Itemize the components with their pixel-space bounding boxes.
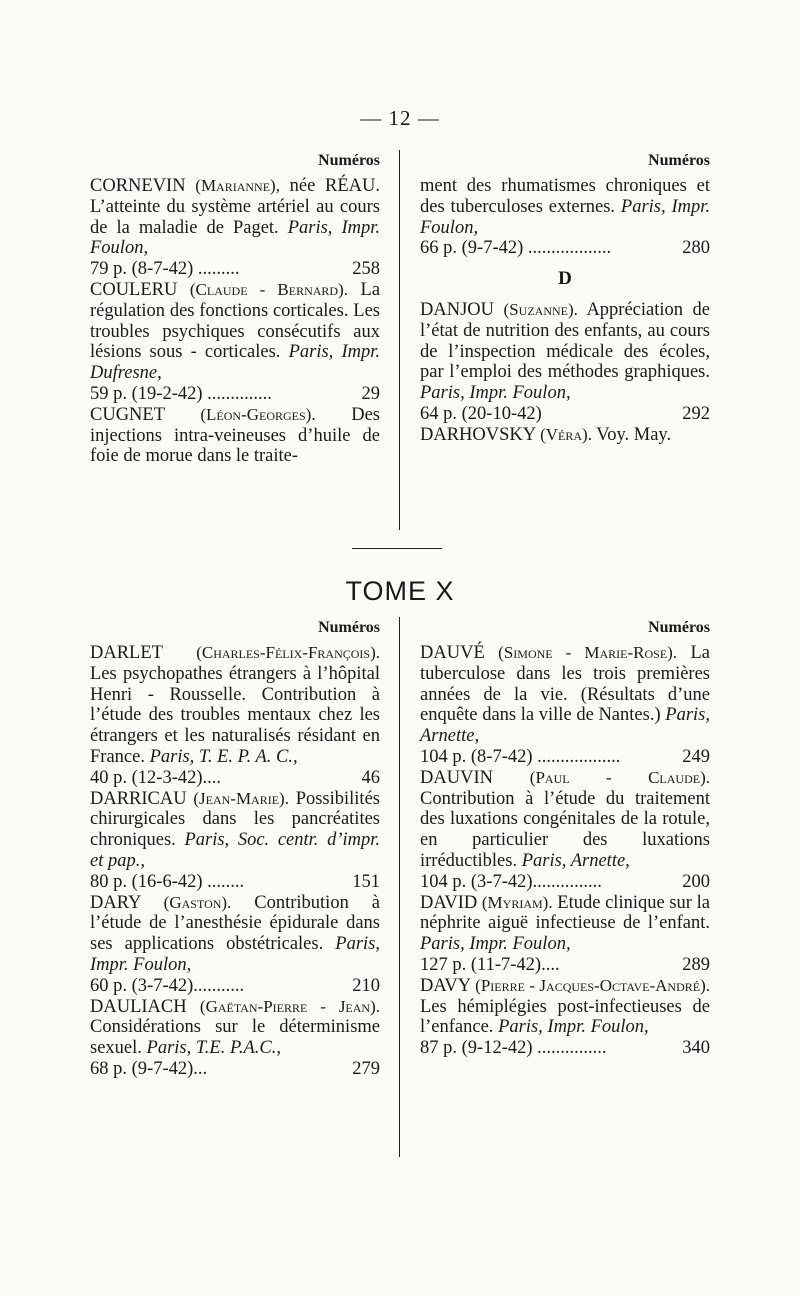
bibliography-entry [420, 425, 710, 446]
bibliography-entry [90, 997, 380, 1080]
bibliography-entry [420, 269, 710, 290]
publisher: Paris, Impr. Foulon, [420, 383, 571, 404]
numeros-header: Numéros [318, 619, 380, 636]
pages-date: 40 p. (12-3-42).... [90, 767, 222, 788]
entry-title: née RÉAU. L’atteinte du système artériel au cours de la maladie de Paget. [90, 176, 380, 238]
publisher: Paris, Soc. centr. d’impr. et pap., [90, 830, 380, 871]
author-surname: DARY [90, 892, 141, 913]
column-right [420, 150, 710, 530]
entry-title: Des injections intra-veineuses d’huile de foie de morue dans le traite- [90, 404, 381, 467]
bibliography-entry [90, 643, 380, 789]
thesis-number: 292 [682, 403, 710, 424]
entry-title: La tuberculose dans les trois premières années de la vie. (Résultats d’une enquête dans la ville de Nantes.) [420, 643, 710, 726]
author-given-names: (Claude - Bernard). [189, 279, 349, 299]
author-given-names: (Gaëtan-Pierre - Jean). [199, 996, 381, 1016]
author-given-names: (Gaston). [163, 892, 232, 912]
publisher: Paris, T. E. P. A. C., [149, 746, 298, 767]
author-surname: DAVY [420, 975, 471, 996]
entry-number-line [420, 872, 710, 893]
entry-body [90, 280, 380, 384]
author-given-names: (Simone - Marie-Rose). [498, 643, 678, 662]
bibliography-entry [420, 643, 710, 768]
publisher: Paris, Impr. Foulon, [498, 1017, 649, 1038]
entries-list [90, 643, 380, 1080]
entry-title: Considérations sur le déterminisme sexuel. [90, 1017, 380, 1059]
thesis-number: 249 [682, 746, 710, 767]
bibliography-entry [90, 280, 380, 405]
pages-date: 80 p. (16-6-42) ........ [90, 871, 245, 892]
publisher: Paris, Arnette, [521, 850, 630, 871]
author-surname: DARHOVSKY [420, 424, 536, 445]
entries-list [420, 643, 710, 1059]
column-divider [399, 617, 400, 1157]
letter-heading: D [558, 268, 572, 290]
entry-title: La régulation des fonctions corticales. Les troubles psychiques consécutifs aux lésions sous - corticales. [90, 279, 381, 363]
author-given-names: (Jean-Marie). [193, 788, 289, 808]
pages-date: 104 p. (8-7-42) .................. [420, 746, 621, 767]
author-surname: DAVID [420, 892, 478, 913]
author-given-names: (Pierre - Jacques-Octave-André). [475, 975, 710, 995]
numeros-header: Numéros [648, 152, 710, 169]
entry-body [90, 997, 380, 1059]
thesis-number: 258 [352, 259, 380, 280]
entry-body [90, 176, 380, 259]
pages-date: 79 p. (8-7-42) ......... [90, 259, 240, 280]
bibliography-entry [90, 405, 380, 467]
author-given-names: (Suzanne). [503, 299, 578, 319]
column-left [90, 150, 380, 530]
pages-date: 127 p. (11-7-42).... [420, 954, 560, 975]
entry-number-line [90, 259, 380, 280]
pages-date: 68 p. (9-7-42)... [90, 1058, 208, 1079]
entry-body [420, 425, 710, 446]
pages-date: 87 p. (9-12-42) ............... [420, 1038, 607, 1059]
entry-number-line [420, 747, 710, 768]
author-given-names: (Charles-Félix-François). [196, 643, 380, 662]
entries-list [90, 176, 380, 467]
author-given-names: (Paul - Claude). [529, 767, 710, 787]
bibliography-entry [420, 893, 710, 976]
numeros-header: Numéros [648, 619, 710, 636]
entry-body [420, 768, 710, 872]
entry-body [90, 405, 380, 467]
entry-number-line [420, 404, 710, 425]
publisher: Paris, Impr. Foulon, [420, 934, 571, 955]
section-tome-x [90, 617, 720, 1157]
page-number: — 12 — [360, 106, 440, 130]
author-surname: CORNEVIN [90, 176, 186, 196]
entry-body [90, 643, 380, 768]
pages-date: 59 p. (19-2-42) .............. [90, 383, 272, 404]
author-given-names: (Véra). [540, 424, 592, 444]
thesis-number: 29 [361, 383, 380, 404]
entry-number-line [90, 976, 380, 997]
thesis-number: 46 [361, 767, 380, 788]
entry-title: Voy. May. [596, 424, 672, 445]
entry-body [420, 176, 710, 238]
publisher: Paris, Impr. Dufresne, [90, 342, 380, 384]
author-surname: DAULIACH [90, 996, 187, 1017]
author-surname: DARLET [90, 643, 163, 663]
author-surname: DAUVIN [420, 767, 493, 788]
bibliography-entry [420, 176, 710, 259]
pages-date: 104 p. (3-7-42)............... [420, 871, 602, 892]
entry-body [90, 789, 380, 872]
entry-title: Possibilités chirurgicales dans les pancréatites chroniques. [90, 788, 380, 851]
publisher: Paris, T.E. P.A.C., [146, 1038, 282, 1059]
thesis-number: 289 [682, 954, 710, 975]
pages-date: 66 p. (9-7-42) .................. [420, 238, 612, 259]
publisher: Paris, Impr. Foulon, [420, 196, 710, 238]
column-divider [399, 150, 400, 530]
entry-title: Les psychopathes étrangers à l’hôpital Henri - Rousselle. Contribution à l’étude des troubles mentaux chez les étrangers et les naturalisés résidant en France. [90, 663, 380, 767]
author-surname: DANJOU [420, 299, 494, 320]
entry-title: Contribution à l’étude de l’anesthésie épidurale dans ses applications obstétricales. [90, 892, 380, 955]
pages-date: 64 p. (20-10-42) [420, 403, 542, 424]
author-given-names: (Myriam). [481, 892, 553, 912]
entry-number-line [90, 1059, 380, 1080]
entry-number-line [90, 384, 380, 405]
thesis-number: 151 [352, 871, 380, 892]
entry-number-line [90, 872, 380, 893]
column-left [90, 617, 380, 1157]
author-surname: CUGNET [90, 404, 165, 425]
pages-date: 60 p. (3-7-42)........... [90, 975, 245, 996]
thesis-number: 200 [682, 871, 710, 892]
bibliography-entry [90, 176, 380, 280]
bibliography-entry [420, 768, 710, 893]
entry-title: Appréciation de l’état de nutrition des enfants, au cours de l’inspection médicale des écoles, par l’emploi des méthodes graphiques. [420, 299, 711, 383]
entry-body [420, 976, 710, 1038]
bibliography-entry [90, 893, 380, 997]
entry-number-line [90, 768, 380, 789]
entry-title: Etude clinique sur la néphrite aiguë infectieuse de l’enfant. [420, 892, 710, 934]
bibliography-entry [420, 976, 710, 1059]
thesis-number: 279 [352, 1058, 380, 1079]
entry-number-line [420, 1038, 710, 1059]
entry-number-line [420, 955, 710, 976]
thesis-number: 210 [352, 975, 380, 996]
entry-body [420, 893, 710, 955]
entry-body [90, 893, 380, 976]
author-surname: DARRICAU [90, 788, 187, 809]
publisher: Paris, Arnette, [420, 705, 710, 747]
entries-list [420, 176, 710, 446]
thesis-number: 280 [682, 238, 710, 259]
publisher: Paris, Impr. Foulon, [90, 934, 380, 975]
bibliography-entry [90, 789, 380, 893]
entry-title: Contribution à l’étude du traitement des luxations congénitales de la rotule, en particulier des luxations irréductibles. [420, 788, 710, 871]
author-surname: COULERU [90, 279, 178, 300]
author-given-names: (Léon-Georges). [200, 404, 316, 424]
entry-number-line [420, 238, 710, 259]
section-continuation [90, 150, 720, 530]
tome-title: TOME X [345, 576, 455, 606]
entry-title: ment des rhumatismes chroniques et des tuberculoses externes. [420, 176, 710, 217]
numeros-header: Numéros [318, 152, 380, 169]
section-divider [352, 548, 442, 549]
bibliography-entry [420, 300, 710, 425]
entry-body [420, 300, 710, 404]
publisher: Paris, Impr. Foulon, [90, 217, 380, 259]
entry-title: Les hémiplégies post-infectieuses de l’enfance. [420, 996, 710, 1038]
thesis-number: 340 [682, 1038, 710, 1059]
entry-body [420, 643, 710, 747]
author-surname: DAUVÉ [420, 643, 485, 663]
column-right [420, 617, 710, 1157]
author-given-names: (Marianne), [195, 176, 280, 195]
